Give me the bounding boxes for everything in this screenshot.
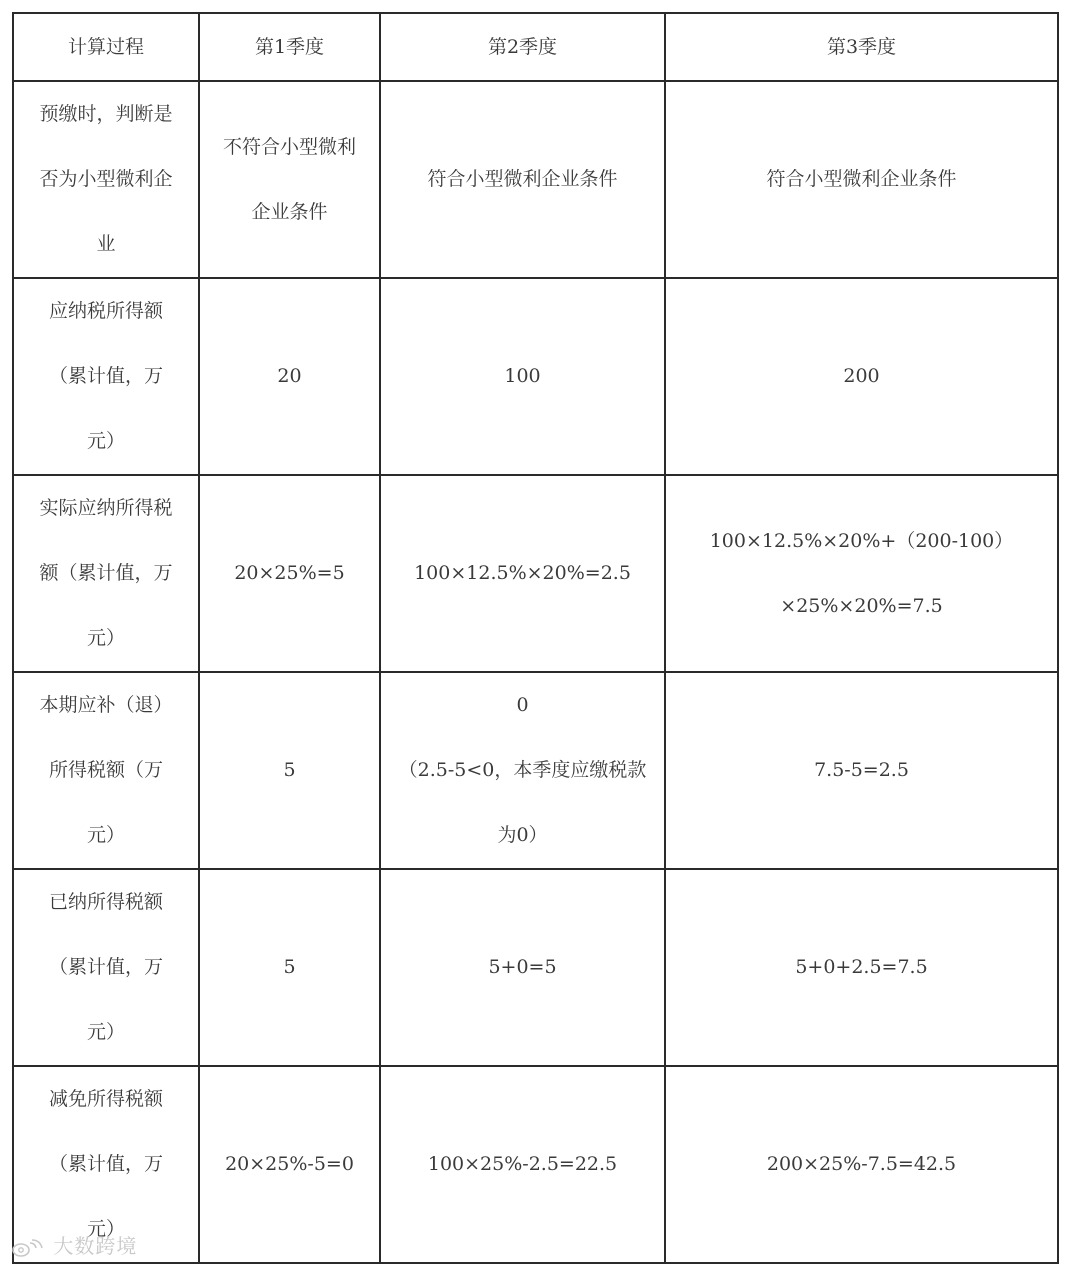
row-label-cell: [13, 475, 199, 672]
q2-cell: [380, 278, 665, 475]
cell-text-line: 预缴时，判断是: [39, 103, 173, 125]
cell-text-line: 5: [283, 956, 296, 978]
watermark: [12, 1230, 137, 1259]
table-row: [13, 475, 1058, 672]
q1-cell: [199, 869, 380, 1066]
q2-cell: [380, 869, 665, 1066]
cell-text-line: 不符合小型微利: [222, 135, 356, 158]
cell-text-line: （累计值，万: [48, 1153, 163, 1175]
header-q3: 第3季度: [665, 13, 1058, 81]
cell-text-line: 5+0+2.5=7.5: [795, 956, 928, 978]
table-body: [13, 81, 1058, 1263]
cell-text-line: 额（累计值，万: [39, 562, 173, 584]
cell-text-line: 已纳所得税额: [48, 891, 163, 913]
cell-text-line: （累计值，万: [48, 365, 163, 387]
cell-text-line: 否为小型微利企: [39, 168, 173, 190]
cell-text-line: 所得税额（万: [48, 759, 163, 781]
q3-cell: [665, 81, 1058, 278]
cell-text-line: 100×25%-2.5=22.5: [427, 1153, 618, 1175]
header-q1: 第1季度: [199, 13, 380, 81]
q3-cell: [665, 672, 1058, 869]
cell-text-line: 5+0=5: [488, 956, 557, 978]
q2-cell: [380, 1066, 665, 1263]
cell-text-line: ×25%×20%=7.5: [780, 594, 943, 617]
cell-text-line: 元）: [86, 1021, 125, 1043]
table-row: [13, 672, 1058, 869]
row-label-cell: [13, 869, 199, 1066]
cell-text-line: 元）: [86, 430, 125, 452]
cell-text-line: 业: [96, 233, 116, 255]
cell-text-line: 100×12.5%×20%+（200-100）: [709, 529, 1014, 552]
cell-text-line: 20×25%-5=0: [225, 1153, 354, 1175]
table-row: [13, 278, 1058, 475]
cell-text-line: 20×25%=5: [234, 562, 345, 584]
cell-text-line: 元）: [86, 1218, 125, 1240]
cell-text-line: （2.5-5<0，本季度应缴税款: [398, 759, 647, 781]
q3-cell: [665, 475, 1058, 672]
row-label-cell: [13, 278, 199, 475]
cell-text-line: 为0）: [497, 824, 548, 846]
header-q2: 第2季度: [380, 13, 665, 81]
cell-text-line: 应纳税所得额: [48, 300, 163, 322]
cell-text-line: （累计值，万: [48, 956, 163, 978]
table-row: [13, 81, 1058, 278]
cell-text-line: 200: [843, 365, 880, 387]
cell-text-line: 符合小型微利企业条件: [427, 168, 618, 190]
header-calculation-process: 计算过程: [13, 13, 199, 81]
q1-cell: [199, 278, 380, 475]
q1-cell: [199, 81, 380, 278]
row-label-cell: [13, 672, 199, 869]
cell-text-line: 5: [283, 759, 296, 781]
cell-text-line: 100: [504, 365, 541, 387]
q2-cell: [380, 81, 665, 278]
q3-cell: [665, 1066, 1058, 1263]
table-row: [13, 869, 1058, 1066]
cell-text-line: 实际应纳所得税: [39, 497, 173, 519]
cell-text-line: 20: [277, 365, 302, 387]
cell-text-line: 200×25%-7.5=42.5: [766, 1153, 957, 1175]
table-header-row: [13, 13, 1058, 81]
cell-text-line: 减免所得税额: [48, 1088, 163, 1110]
tax-calculation-table: [12, 12, 1059, 1264]
cell-text-line: 符合小型微利企业条件: [766, 168, 957, 190]
q1-cell: [199, 1066, 380, 1263]
table-row: [13, 1066, 1058, 1263]
cell-text-line: 7.5-5=2.5: [814, 759, 909, 781]
q1-cell: [199, 475, 380, 672]
q2-cell: [380, 475, 665, 672]
cell-text-line: 元）: [86, 627, 125, 649]
weibo-logo-icon: [12, 1239, 46, 1257]
watermark-text: 大数跨境: [53, 1234, 138, 1258]
cell-text-line: 企业条件: [251, 200, 328, 223]
cell-text-line: 本期应补（退）: [39, 694, 173, 716]
q1-cell: [199, 672, 380, 869]
cell-text-line: 元）: [86, 824, 125, 846]
q3-cell: [665, 869, 1058, 1066]
q2-cell: [380, 672, 665, 869]
row-label-cell: [13, 81, 199, 278]
cell-text-line: 100×12.5%×20%=2.5: [414, 562, 631, 584]
q3-cell: [665, 278, 1058, 475]
cell-text-line: 0: [516, 694, 529, 716]
